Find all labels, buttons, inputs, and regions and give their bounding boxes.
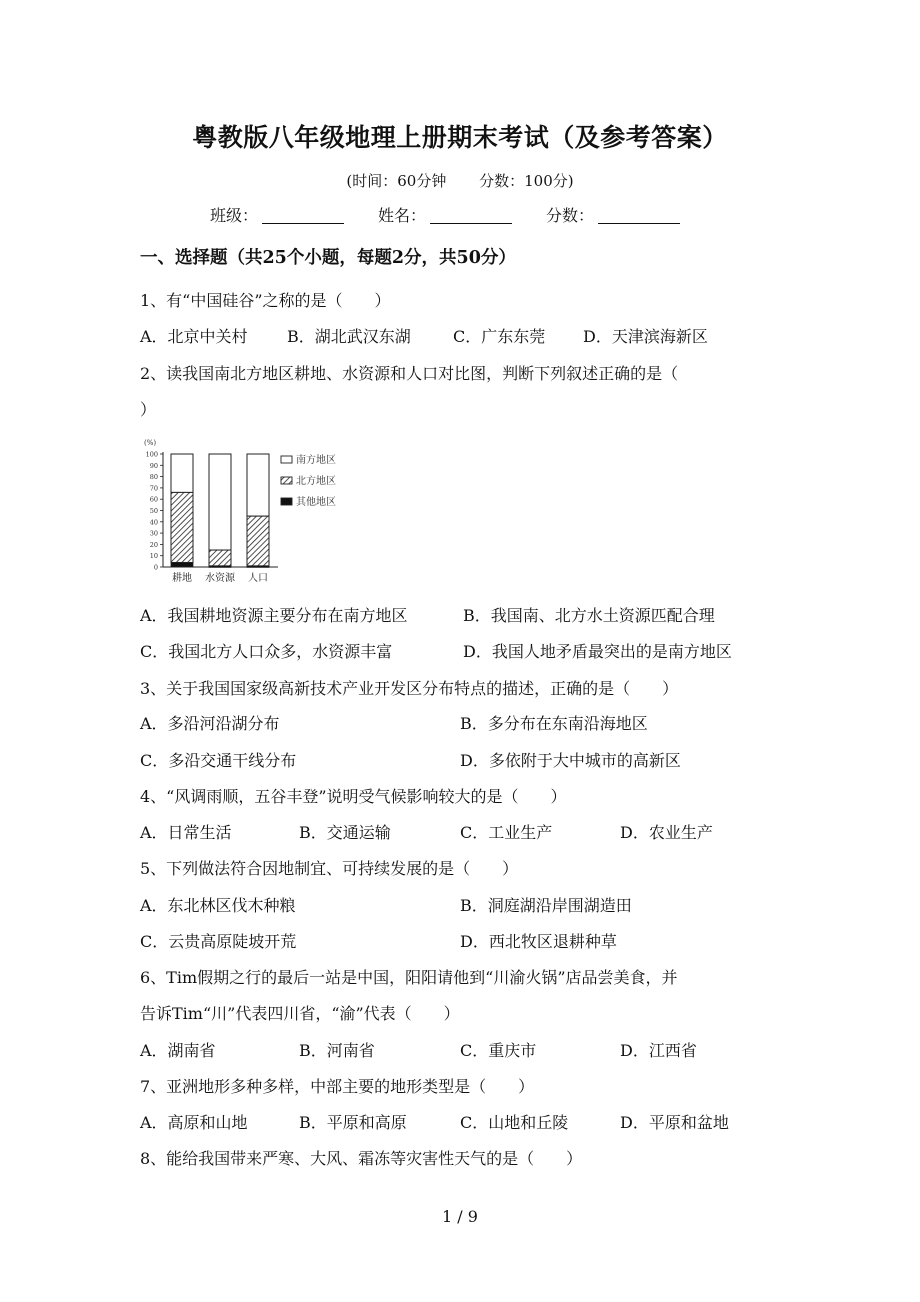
option-row xyxy=(140,929,780,951)
y-tick-label: 0 xyxy=(153,563,158,572)
question-stem: 4、“风调雨顺，五谷丰登”说明受气候影响较大的是（ ） xyxy=(140,787,567,806)
page-title: 粤教版八年级地理上册期末考试（及参考答案） xyxy=(192,123,728,152)
option: C．我国北方人口众多，水资源丰富 xyxy=(140,642,393,661)
option-row xyxy=(140,1110,780,1132)
y-tick-label: 80 xyxy=(149,473,158,482)
name-field xyxy=(378,203,512,226)
option: B．湖北武汉东湖 xyxy=(287,327,411,346)
score-label: 分数： xyxy=(546,206,595,225)
bar-south xyxy=(171,454,193,492)
name-label: 姓名： xyxy=(378,206,427,225)
option-row xyxy=(140,893,780,915)
resource-chart xyxy=(138,436,368,586)
bar-north xyxy=(209,550,231,566)
question-stem: 7、亚洲地形多种多样，中部主要的地形类型是（ ） xyxy=(140,1077,535,1096)
option-row xyxy=(140,324,780,346)
x-tick-label: 人口 xyxy=(248,573,268,584)
question-stem: 5、下列做法符合因地制宜、可持续发展的是（ ） xyxy=(140,859,519,878)
option: A．多沿河沿湖分布 xyxy=(140,714,280,733)
y-tick-label: 50 xyxy=(149,507,158,515)
y-tick-label: 60 xyxy=(149,495,158,504)
option: D．西北牧区退耕种草 xyxy=(460,932,617,951)
class-field xyxy=(210,203,344,226)
option: C．云贵高原陡坡开荒 xyxy=(140,932,297,951)
option: C．多沿交通干线分布 xyxy=(140,751,297,770)
option-row xyxy=(140,748,780,770)
question-stem-cont: 告诉Tim“川”代表四川省，“渝”代表（ ） xyxy=(140,1004,460,1023)
score-field xyxy=(546,203,680,226)
option: A．东北林区伐木种粮 xyxy=(140,896,296,915)
question-stem: 8、能给我国带来严寒、大风、霜冻等灾害性天气的是（ ） xyxy=(140,1149,583,1168)
bar-other xyxy=(209,566,231,568)
name-blank[interactable] xyxy=(430,207,512,224)
option: D．多依附于大中城市的高新区 xyxy=(460,751,681,770)
y-unit-label: (%) xyxy=(144,439,157,447)
option: B．洞庭湖沿岸围湖造田 xyxy=(460,896,632,915)
legend-swatch xyxy=(281,498,292,505)
student-fields xyxy=(210,203,680,226)
option: D．我国人地矛盾最突出的是南方地区 xyxy=(463,642,732,661)
bar-other xyxy=(247,566,269,568)
option: A．高原和山地 xyxy=(140,1113,248,1132)
option: B．多分布在东南沿海地区 xyxy=(460,714,648,733)
y-tick-label: 70 xyxy=(149,484,158,493)
legend-swatch xyxy=(281,477,292,484)
bar-south xyxy=(247,454,269,516)
score-blank[interactable] xyxy=(598,207,680,224)
option-row xyxy=(140,711,780,733)
y-tick-label: 100 xyxy=(145,450,158,459)
bar-north xyxy=(247,516,269,566)
page-number: 1 / 9 xyxy=(442,1207,478,1226)
question-stem: 6、Tim假期之行的最后一站是中国，阳阳请他到“川渝火锅”店品尝美食，并 xyxy=(140,968,678,987)
class-blank[interactable] xyxy=(262,207,344,224)
y-tick-label: 90 xyxy=(149,461,158,470)
option: A．日常生活 xyxy=(140,823,232,842)
option: A．北京中关村 xyxy=(140,327,248,346)
legend-label: 北方地区 xyxy=(296,476,336,487)
bar-north xyxy=(171,492,193,562)
option-row xyxy=(140,603,780,625)
option-row xyxy=(140,820,780,842)
legend-label: 南方地区 xyxy=(296,455,336,466)
option: C．工业生产 xyxy=(460,823,553,842)
x-tick-label: 耕地 xyxy=(172,573,192,584)
score-info: 分数：100分) xyxy=(479,172,574,190)
option-row xyxy=(140,1038,780,1060)
option: C．广东东莞 xyxy=(453,327,546,346)
option: A．湖南省 xyxy=(140,1041,216,1060)
legend-swatch xyxy=(281,456,292,463)
class-label: 班级： xyxy=(210,206,259,225)
x-tick-label: 水资源 xyxy=(205,573,235,584)
option: D．平原和盆地 xyxy=(620,1113,729,1132)
option: B．平原和高原 xyxy=(299,1113,407,1132)
option: C．重庆市 xyxy=(460,1041,537,1060)
option: B．我国南、北方水土资源匹配合理 xyxy=(463,606,715,625)
question-stem: 1、有“中国硅谷”之称的是（ ） xyxy=(140,291,391,310)
question-stem: 2、读我国南北方地区耕地、水资源和人口对比图，判断下列叙述正确的是（ xyxy=(140,364,679,383)
option-row xyxy=(140,639,780,661)
y-tick-label: 10 xyxy=(149,552,158,561)
option: D．农业生产 xyxy=(620,823,713,842)
bar-south xyxy=(209,454,231,550)
y-tick-label: 40 xyxy=(149,518,158,527)
legend-label: 其他地区 xyxy=(296,497,336,508)
option: D．天津滨海新区 xyxy=(583,327,708,346)
y-tick-label: 20 xyxy=(149,540,158,549)
option: A．我国耕地资源主要分布在南方地区 xyxy=(140,606,408,625)
exam-info xyxy=(0,170,920,191)
question-stem-cont: ） xyxy=(140,400,157,419)
option: C．山地和丘陵 xyxy=(460,1113,569,1132)
y-tick-label: 30 xyxy=(149,529,158,538)
bar-other xyxy=(171,562,193,567)
option: B．交通运输 xyxy=(299,823,391,842)
time-info: (时间：60分钟 xyxy=(346,172,447,190)
option: D．江西省 xyxy=(620,1041,697,1060)
option: B．河南省 xyxy=(299,1041,375,1060)
question-stem: 3、关于我国国家级高新技术产业开发区分布特点的描述，正确的是（ ） xyxy=(140,679,679,698)
section-heading: 一、选择题（共25个小题，每题2分，共50分） xyxy=(140,248,516,268)
